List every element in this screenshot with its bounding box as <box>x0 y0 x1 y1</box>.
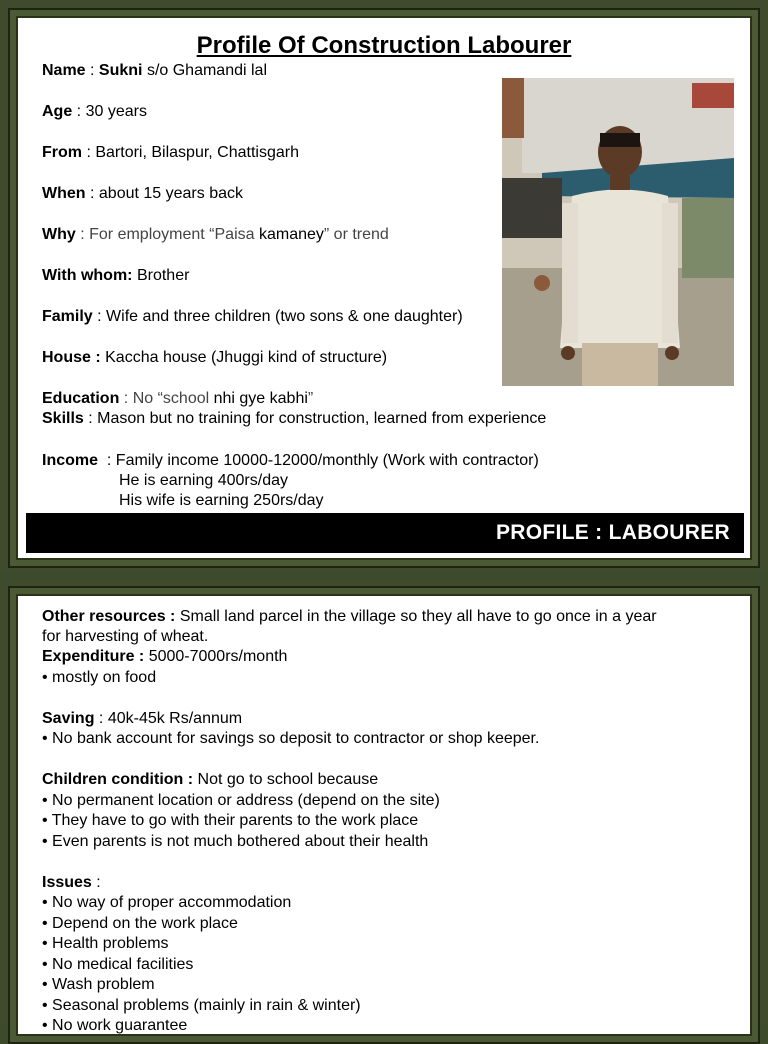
with-whom-row: With whom: Brother <box>42 267 190 284</box>
skills-row: Skills : Mason but no training for construction, learned from experience <box>42 410 547 427</box>
slide-details <box>0 580 768 1034</box>
issues-bullet: • Health problems <box>42 935 169 952</box>
profile-banner <box>26 513 744 553</box>
slide-frame <box>8 586 760 1044</box>
why-row: Why : For employment “Paisa kamaney” or trend <box>42 226 389 243</box>
children-bullet: • They have to go with their parents to the work place <box>42 812 419 829</box>
education-row: Education : No “school nhi gye kabhi” <box>42 390 314 407</box>
issues-bullet: • No medical facilities <box>42 956 194 973</box>
name-row: Name : Sukni s/o Ghamandi lal <box>42 62 267 79</box>
slide-frame <box>8 8 760 568</box>
issues-bullet: • Seasonal problems (mainly in rain & winter) <box>42 997 361 1014</box>
issues-bullet: • Wash problem <box>42 976 155 993</box>
issues-bullet: • No way of proper accommodation <box>42 894 292 911</box>
when-row: When : about 15 years back <box>42 185 243 202</box>
slide-card <box>16 16 752 560</box>
slide-card <box>16 594 752 1036</box>
labourer-photo <box>502 78 734 386</box>
expenditure-row: Expenditure : 5000-7000rs/month <box>42 648 288 665</box>
other-resources-row: Other resources : Small land parcel in the village so they all have to go once in a year <box>42 608 657 625</box>
income-row: Income : Family income 10000-12000/monthly (Work with contractor) <box>42 452 539 469</box>
house-row: House : Kaccha house (Jhuggi kind of structure) <box>42 349 388 366</box>
age-row: Age : 30 years <box>42 103 147 120</box>
expenditure-bullet: • mostly on food <box>42 669 157 686</box>
from-row: From : Bartori, Bilaspur, Chattisgarh <box>42 144 299 161</box>
other-resources-cont: for harvesting of wheat. <box>42 628 209 645</box>
issues-bullet: • Depend on the work place <box>42 915 238 932</box>
children-bullet: • Even parents is not much bothered about their health <box>42 833 429 850</box>
income-line-3: His wife is earning 250rs/day <box>119 492 324 509</box>
family-row: Family : Wife and three children (two sons & one daughter) <box>42 308 463 325</box>
saving-row: Saving : 40k-45k Rs/annum <box>42 710 243 727</box>
issues-row: Issues : <box>42 874 101 891</box>
page-title: Profile Of Construction Labourer <box>196 32 572 59</box>
children-bullet: • No permanent location or address (depend on the site) <box>42 792 440 809</box>
saving-bullet: • No bank account for savings so deposit to contractor or shop keeper. <box>42 730 540 747</box>
income-line-2: He is earning 400rs/day <box>119 472 288 489</box>
children-row: Children condition : Not go to school because <box>42 771 379 788</box>
issues-bullet: • No work guarantee <box>42 1017 188 1034</box>
banner-label: PROFILE : LABOURER <box>495 521 730 544</box>
